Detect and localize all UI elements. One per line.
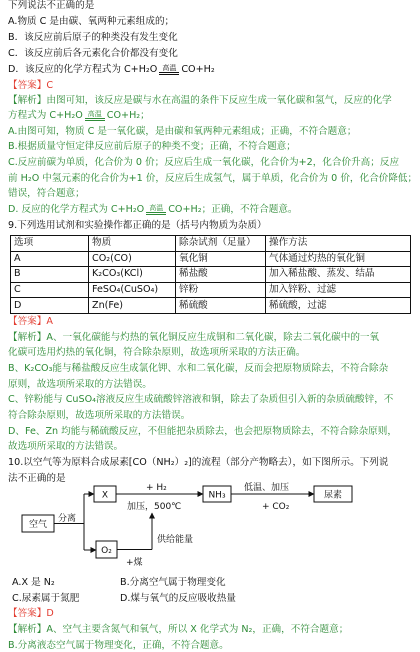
q9-analysis-line: 化碳可选用灼热的氧化铜，符合除杂原则，故选项所采取的方法正确。 [8, 347, 306, 358]
table-cell: 氧化铜 [176, 251, 266, 267]
equation-left: 方程式为 C+H₂O [8, 110, 83, 121]
q10-analysis-line: 【解析】A、空气主要含氮气和氧气，所以 X 化学式为 N₂，正确，不符合题意； [8, 624, 349, 635]
q9-analysis-line: 【解析】A、一氧化碳能与灼热的氧化铜反应生成铜和二氧化碳，除去二氧化碳中的一氧 [8, 332, 380, 343]
nh3-label: NH₃ [208, 490, 226, 501]
urea-synthesis-flowchart [0, 480, 420, 580]
table-header-cell: 物质 [89, 236, 176, 252]
q9-analysis-line: 原则，故选项所采取的方法错误。 [8, 379, 152, 390]
q8-analysis-line: A.由图可知，物质 C 是一氧化碳，是由碳和氧两种元素组成；正确，不符合题意； [8, 126, 357, 137]
q10-answer: 【答案】D [8, 608, 54, 619]
equation-left: D. 反应的化学方程式为 C+H₂O [8, 204, 145, 215]
reaction-condition: 高温 [146, 204, 166, 215]
condition-label: 加压，500℃ [127, 502, 182, 512]
separate-label: 分离 [58, 514, 77, 524]
table-cell: D [11, 298, 89, 314]
table-cell: A [11, 251, 89, 267]
q8-analysis-line: B.根据质量守恒定律反应前后原子的种类不变；正确，不符合题意； [8, 141, 296, 152]
condition-label: 低温、加压 [244, 483, 290, 493]
reaction-condition: 高温 [159, 64, 179, 75]
table-row [11, 282, 411, 298]
q8-option-c: C．该反应前后各元素化合价都没有变化 [8, 48, 178, 59]
q9-stem: 9.下列选用试剂和实验操作都正确的是（括号内物质为杂质） [8, 220, 267, 231]
equation-right: CO+H₂；正确，不符合题意。 [168, 204, 298, 215]
h2-label: + H₂ [146, 483, 167, 493]
q8-analysis-line [8, 110, 150, 122]
q10-stem-line: 法不正确的是 [8, 473, 66, 484]
table-header-row [11, 236, 411, 252]
q9-analysis-line: 故选项所采取的方法错误。 [8, 441, 124, 452]
table-header-cell: 除杂试剂（足量） [176, 236, 266, 252]
urea-label: 尿素 [323, 490, 343, 501]
table-header-cell: 操作方法 [266, 236, 411, 252]
q9-options-table [10, 235, 411, 314]
table-cell: Zn(Fe) [89, 298, 176, 314]
q8-option-a: A.物质 C 是由碳、氧两种元素组成的； [8, 16, 175, 27]
table-cell: FeSO₄(CuSO₄) [89, 282, 176, 298]
reaction-condition: 高温 [85, 110, 105, 121]
equation-right: CO+H₂； [106, 110, 150, 121]
o2-label: O₂ [101, 546, 112, 556]
q10-option-d: D.煤与氧气的反应吸收热量 [120, 593, 236, 604]
table-cell: 稀盐酸 [176, 267, 266, 283]
q8-answer: 【答案】C [8, 80, 54, 91]
table-cell: 稀硫酸，过滤 [266, 298, 411, 314]
table-cell: 加入稀盐酸、蒸发、结晶 [266, 267, 411, 283]
q10-stem-line: 10.以空气等为原料合成尿素[CO（NH₂）₂]的流程（部分产物略去），如下图所示。下列说 [8, 457, 389, 468]
table-cell: K₂CO₃(KCl) [89, 267, 176, 283]
q10-option-c: C.尿素属于氮肥 [12, 593, 80, 604]
table-row [11, 267, 411, 283]
q10-option-a: A.X 是 N₂ [12, 577, 55, 588]
equation-right: CO+H₂ [181, 64, 215, 75]
table-row [11, 251, 411, 267]
table-row [11, 298, 411, 314]
q10-analysis-line: B.分离液态空气属于物理变化，正确，不符合题意。 [8, 640, 229, 651]
table-cell: 锌粉 [176, 282, 266, 298]
co2-label: + CO₂ [262, 502, 290, 512]
q8-analysis-line: 【解析】由图可知，该反应是碳与水在高温的条件下反应生成一氧化碳和氢气，反应的化学 [8, 95, 392, 106]
q8-stem-tail: 下列说法不正确的是 [8, 0, 95, 11]
table-cell: B [11, 267, 89, 283]
q9-analysis-line: 符合除杂原则，故选项所采取的方法错误。 [8, 410, 191, 421]
table-cell: 稀硫酸 [176, 298, 266, 314]
equation-left: D．该反应的化学方程式为 C+H₂O [8, 64, 158, 75]
q8-analysis-line: 错误，符合题意； [8, 188, 85, 199]
q8-analysis-line: C.反应前碳为单质，化合价为 0 价；反应后生成一氧化碳，化合价为+2，化合价升高；反应 [8, 157, 400, 168]
q8-option-b: B．该反应前后原子的种类没有发生变化 [8, 32, 178, 43]
q9-analysis-line: C、锌粉能与 CuSO₄溶液反应生成硫酸锌溶液和铜，除去了杂质但引入新的杂质硫酸锌，不 [8, 394, 394, 405]
table-cell: 气体通过灼热的氧化铜 [266, 251, 411, 267]
table-header-cell: 选项 [11, 236, 89, 252]
table-cell: C [11, 282, 89, 298]
air-label: 空气 [28, 520, 48, 530]
q8-analysis-line [8, 204, 298, 216]
q9-analysis-line: B、K₂CO₃能与稀盐酸反应生成氯化钾、水和二氧化碳，反而会把原物质除去，不符合除杂 [8, 363, 389, 374]
q8-option-d [8, 64, 215, 76]
q9-analysis-line: D、Fe、Zn 均能与稀硫酸反应，不但能把杂质除去，也会把原物质除去，不符合除杂原则， [8, 426, 397, 437]
x-label: X [101, 490, 109, 501]
q9-answer: 【答案】A [8, 316, 53, 327]
q10-option-b: B.分离空气属于物理变化 [120, 577, 226, 588]
coal-label: +煤 [126, 558, 143, 568]
energy-label: 供给能量 [157, 535, 194, 545]
table-cell: 加入锌粉、过滤 [266, 282, 411, 298]
q8-analysis-line: 前 H₂O 中氢元素的化合价为+1 价，反应后生成氢气，属于单质，化合价为 0 价，化合价降低； [8, 173, 418, 184]
table-cell: CO₂(CO) [89, 251, 176, 267]
